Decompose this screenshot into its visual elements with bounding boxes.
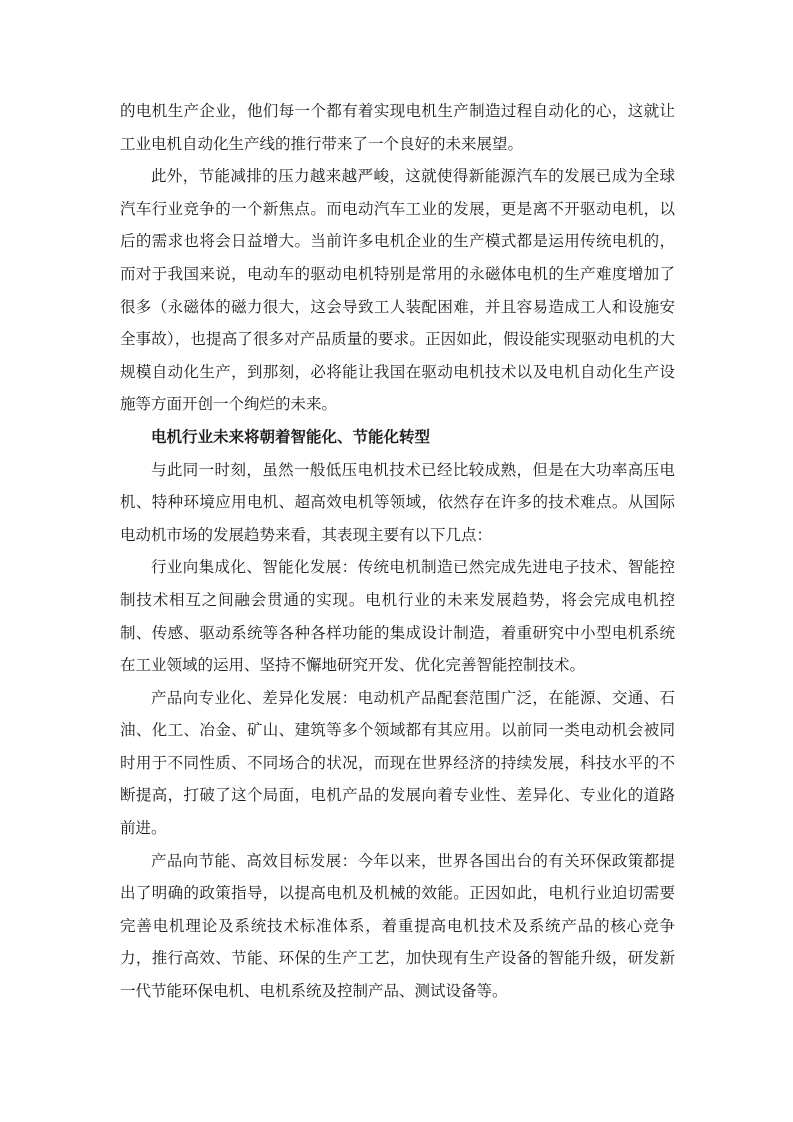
paragraph-specialization: 产品向专业化、差异化发展：电动机产品配套范围广泛，在能源、交通、石油、化工、冶金、矿山、建筑等多个领域都有其应用。以前同一类电动机会被同时用于不同性质、不同场合的状况，而现在世界经济的持续发展，科技水平的不断提高，打破了这个局面，电机产品的发展向着专业性、差异化、专业化的道路前进。 — [120, 688, 675, 838]
paragraph-continuation: 的电机生产企业，他们每一个都有着实现电机生产制造过程自动化的心，这就让工业电机自动化生产线的推行带来了一个良好的未来展望。 — [120, 102, 675, 153]
paragraph-integration-intelligence: 行业向集成化、智能化发展：传统电机制造已然完成先进电子技术、智能控制技术相互之间融会贯通的实现。电机行业的未来发展趋势，将会完成电机控制、传感、驱动系统等各种各样功能的集成设计制造，着重研究中小型电机系统在工业领域的运用、坚持不懈地研究开发、优化完善智能控制技术。 — [120, 558, 675, 675]
paragraph-technical-difficulties: 与此同一时刻，虽然一般低压电机技术已经比较成熟，但是在大功率高压电机、特种环境应用电机、超高效电机等领域，依然存在许多的技术难点。从国际电动机市场的发展趋势来看，其表现主要有以下几点： — [120, 460, 675, 544]
paragraph-new-energy-vehicles: 此外，节能减排的压力越来越严峻，这就使得新能源汽车的发展已成为全球汽车行业竞争的一个新焦点。而电动汽车工业的发展，更是离不开驱动电机，以后的需求也将会日益增大。当前许多电机企业的生产模式都是运用传统电机的，而对于我国来说，电动车的驱动电机特别是常用的永磁体电机的生产难度增加了很多（永磁体的磁力很大，这会导致工人装配困难，并且容易造成工人和设施安全事故），也提高了很多对产品质量的要求。正因如此，假设能实现驱动电机的大规模自动化生产，到那刻，必将能让我国在驱动电机技术以及电机自动化生产设施等方面开创一个绚烂的未来。 — [120, 167, 675, 414]
paragraph-energy-efficiency: 产品向节能、高效目标发展：今年以来，世界各国出台的有关环保政策都提出了明确的政策指导，以提高电机及机械的效能。正因如此，电机行业迫切需要完善电机理论及系统技术标准体系，着重提高电机技术及系统产品的核心竞争力，推行高效、节能、环保的生产工艺，加快现有生产设备的智能升级，研发新一代节能环保电机、电机系统及控制产品、测试设备等。 — [120, 851, 675, 1001]
section-heading: 电机行业未来将朝着智能化、节能化转型 — [151, 427, 431, 446]
document-body — [120, 95, 675, 1008]
